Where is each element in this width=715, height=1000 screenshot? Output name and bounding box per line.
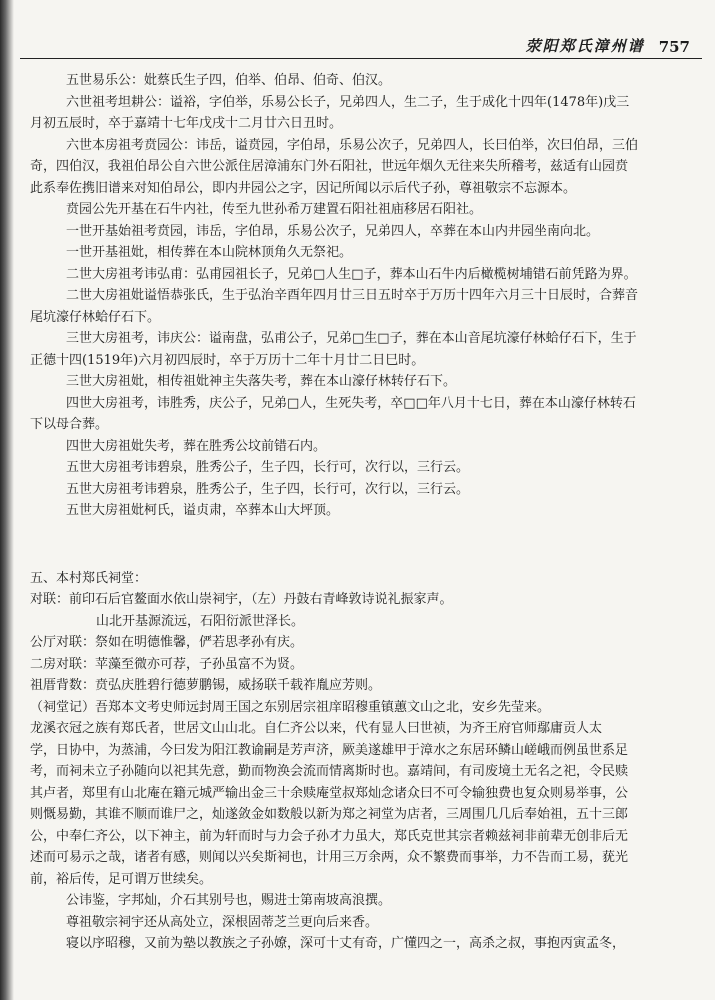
text-line: 二房对联：苹藻至微亦可荐，子孙虽富不为贤。 xyxy=(30,656,304,672)
text-line: 月初五辰时，卒于嘉靖十七年戊戌十二月廿六日丑时。 xyxy=(30,116,343,131)
text-line: 贲园公先开基在石牛内社，传至九世孙希万建置石阳社祖庙移居石阳社。 xyxy=(66,202,483,217)
ancestral-hall-section xyxy=(30,568,700,955)
page-number: 757 xyxy=(658,38,690,56)
text-line: 尾坑濠仔林蛤仔石下。 xyxy=(30,309,161,325)
text-line: 则慨易勤，其谁不顺而谁尸之，灿遂敛金如数般以新为郑之祠堂为店者，三周围几几后奉始祖，五十三郎 xyxy=(30,807,629,822)
text-line: 对联：前印石后官鳌面水依山崇祠宇，（左）丹鼓右青峰敦诗说礼振家声。 xyxy=(30,592,453,607)
text-line: 六世祖考坦耕公：谥裕，字伯举，乐易公长子，兄弟四人，生二子，生于成化十四年(1478年)戊三 xyxy=(66,94,630,110)
text-line: 祖厝背数：贲弘庆胜碧行德萝鹏锡，威扬联千载祚胤应芳则。 xyxy=(30,678,382,693)
text-line: 五世大房祖考讳碧泉，胜秀公子，生子四，长行可，次行以，三行云。 xyxy=(66,460,470,475)
text-line: 五世大房祖考讳碧泉，胜秀公子，生子四，长行可，次行以，三行云。 xyxy=(66,481,470,497)
text-line: 三世大房祖考，讳庆公：谥南盘，弘甫公子，兄弟□生□子，葬在本山音尾坑濠仔林蛤仔石下，生于 xyxy=(66,331,637,346)
page-header xyxy=(420,26,700,56)
text-line: 山北开基源流远，石阳衍派世泽长。 xyxy=(96,613,305,629)
text-line: 五、本村郑氏祠堂： xyxy=(30,570,148,586)
text-line: 公，中奉仁齐公，以下神主，前为轩而时与力会子孙才力虽大，郑氏克世其宗者赖兹祠非前辈无创非后无 xyxy=(30,828,629,844)
text-line: 此系奉佐携旧谱来对知伯昂公，即内井园公之字，因记所闻以示后代子孙，尊祖敬宗不忘源本。 xyxy=(30,180,577,196)
header-rule xyxy=(20,58,702,59)
text-line: 尊祖敬宗祠宇还从高处立，深根固蒂芝兰更向后来香。 xyxy=(66,914,379,930)
text-line: 五世易乐公：妣蔡氏生子四，伯举、伯昂、伯奇、伯汉。 xyxy=(66,73,392,88)
page-body xyxy=(30,70,700,955)
text-line: 奇，四伯汉，我祖伯昂公自六世公派住居漳浦东门外石阳社，世远年烟久无往来失所稽考，兹适有山园贲 xyxy=(30,159,629,174)
text-line: 二世大房祖妣谥悟恭张氏，生于弘治辛酉年四月廿三日五时卒于万历十四年六月三十日辰时，合葬音 xyxy=(66,288,639,303)
text-line: 六世本房祖考贲园公：讳岳，谥贲园，字伯昂，乐易公次子，兄弟四人，长曰伯举，次曰伯昂，三伯 xyxy=(66,137,639,153)
text-line: 四世大房祖考，讳胜秀，庆公子，兄弟□人，生死失考，卒□□年八月十七日，葬在本山濠仔林转石 xyxy=(66,395,636,411)
genealogy-records xyxy=(30,70,700,522)
text-line: 公讳鉴，字邦灿，介石其别号也，赐进士第南坡高浪撰。 xyxy=(66,893,392,908)
book-title: 荥阳郑氏漳州谱 xyxy=(525,37,645,55)
text-line: 一世开基祖妣，相传葬在本山院林顶角久无祭祀。 xyxy=(66,245,353,260)
text-line: 述而可易示之哉，诸者有感，则闻以兴矣斯祠也，计用三万余两，众不繁费而事举，力不告而工易，莸光 xyxy=(30,850,629,865)
text-line: 前，裕后传，足可谓万世续矣。 xyxy=(30,871,213,887)
binding-shadow xyxy=(0,0,14,1000)
section-gap xyxy=(30,522,700,568)
text-line: 三世大房祖妣，相传祖妣神主失落失考，葬在本山濠仔林转仔石下。 xyxy=(66,374,457,389)
text-line: 寝以序昭穆，又前为塾以教族之子孙嫽，深可十丈有奇，广懂四之一，高杀之叔，事抱丙寅孟冬， xyxy=(66,936,626,951)
text-line: 学，日协中，为蒸浦，今曰发为阳江教谕嗣是芳声济，厥美遂雄甲于漳水之东居环鳞山嵯峨而例虽世系足 xyxy=(30,742,629,758)
text-line: 正德十四(1519年)六月初四辰时，卒于万历十二年十月廿二日巳时。 xyxy=(30,352,425,368)
text-line: 龙溪衣冠之族有郑氏者，世居文山山北。自仁齐公以来，代有显人曰世祯，为齐王府官师鄢庸贡人太 xyxy=(30,721,603,736)
text-line: 一世开基始祖考贲园，讳岳，字伯昂，乐易公次子，兄弟四人，卒葬在本山内井园坐南向北。 xyxy=(66,223,600,239)
text-line: 考，而祠未立子孙随向以祀其先意，勤而物涣会流而情离斯时也。嘉靖间，有司废境土无名之祀，令民赎 xyxy=(30,764,629,779)
text-line: （祠堂记）吾郑本文考史师远封周王国之东别居宗祖庠昭穆重镇蕙文山之北，安乡先莹来。 xyxy=(30,699,551,715)
text-line: 二世大房祖考讳弘甫：弘甫园祖长子，兄弟□人生□子，葬本山石牛内后橄榄树埔错石前凭路为界。 xyxy=(66,266,637,282)
text-line: 四世大房祖妣失考，葬在胜秀公坟前错石内。 xyxy=(66,438,327,454)
text-line: 下以母合葬。 xyxy=(30,417,109,432)
text-line: 五世大房祖妣柯氏，谥贞肃，卒葬本山大坪顶。 xyxy=(66,503,340,518)
text-line: 公厅对联：祭如在明德惟馨，俨若思孝孙有庆。 xyxy=(30,635,304,650)
text-line: 其卢者，郑里有山北庵在籍元城严输出金三十余赎庵堂叔郑灿念诸众曰不可令输独费也复众则易举事，公 xyxy=(30,785,629,801)
